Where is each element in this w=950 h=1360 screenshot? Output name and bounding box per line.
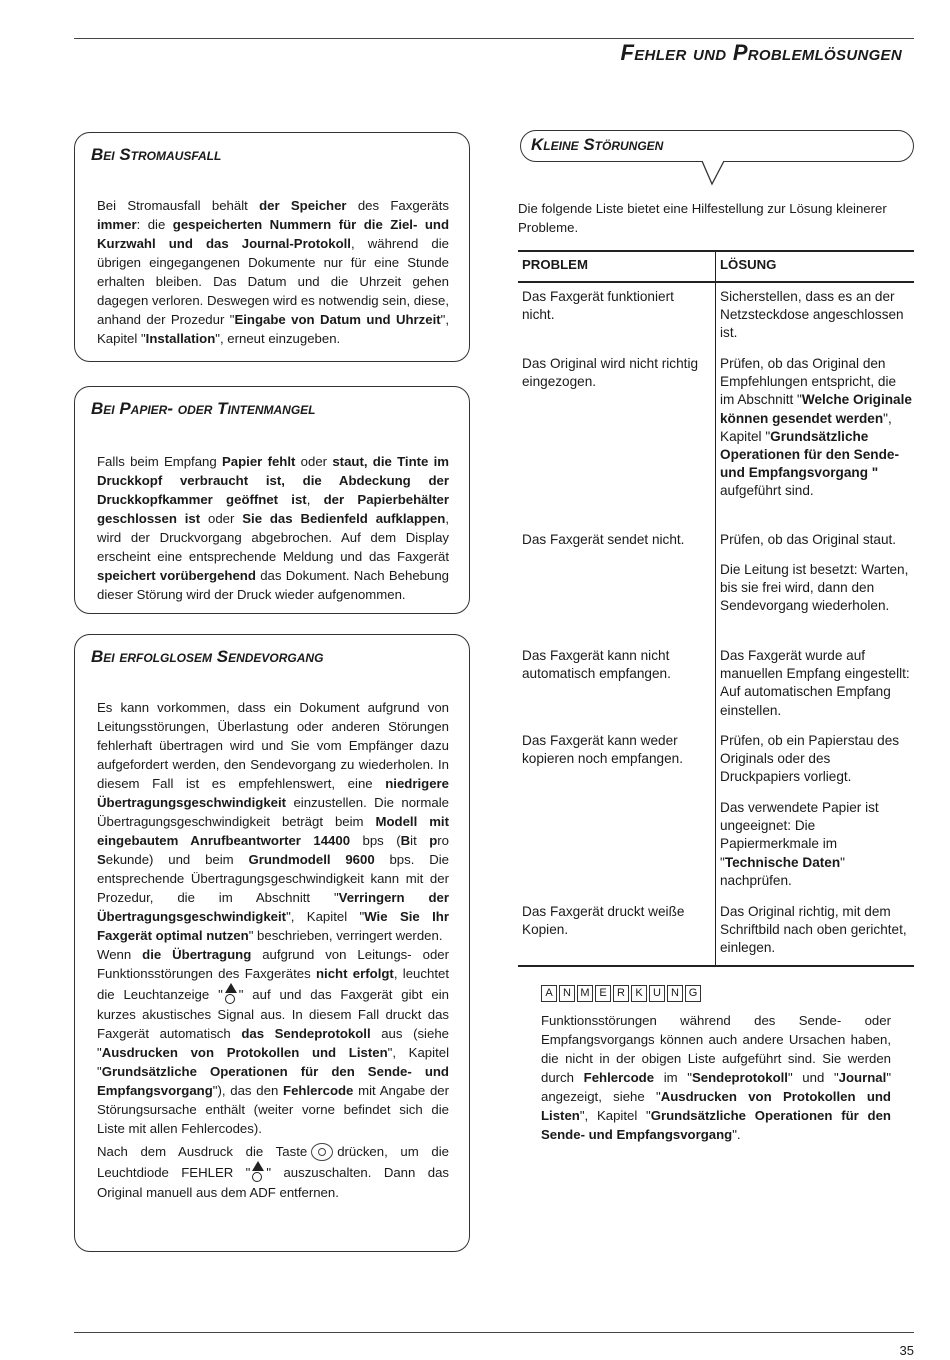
section-body: Falls beim Empfang Papier fehlt oder staut, die Tinte im Druckkopf verbraucht ist, die Abdeckung der Druckkopfkammer geöffnet ist, der Papierbehälter geschlossen ist oder Sie das Bedienfeld aufklappen, wird der Druckvorgang abgebrochen. Auf dem Display erscheint eine entsprechende Meldung und das Faxgerät speichert vorübergehend das Dokument. Nach Behebung dieser Störung wird der Druck wieder aufgenommen. — [97, 454, 450, 602]
table-cell-problem: Das Faxgerät druckt weiße Kopien. — [522, 904, 685, 938]
header-rule — [74, 38, 914, 39]
banner-pointer-icon — [700, 160, 728, 186]
section-body — [97, 698, 449, 1202]
anmerkung-letter: U — [649, 985, 665, 1002]
anmerkung-letter: G — [685, 985, 701, 1002]
table-cell-solution: Sicherstellen, dass es an der Netzsteckdose angeschlossen ist. — [720, 289, 904, 341]
table-header-rule — [518, 281, 914, 283]
table-cell-problem: Das Faxgerät kann nicht automatisch empfangen. — [522, 648, 671, 682]
table-column-divider — [715, 250, 716, 966]
anmerkung-label — [541, 985, 701, 1002]
anmerkung-letter: M — [577, 985, 593, 1002]
anmerkung-letter: E — [595, 985, 611, 1002]
table-cell-solution: Prüfen, ob das Original staut. — [720, 532, 897, 547]
section-title: Bei Papier- oder Tintenmangel — [91, 399, 316, 418]
stop-key-icon — [311, 1143, 333, 1161]
table-cell-solution: Das Faxgerät wurde auf manuellen Empfang eingestellt: Auf automatischen Empfang einstellen. — [720, 648, 910, 718]
table-cell-solution: Prüfen, ob ein Papierstau des Originals oder des Druckpapiers vorliegt. — [720, 733, 900, 785]
table-cell-solution: Das verwendete Papier ist ungeeignet: Die Papiermerkmale im "Technische Daten" nachprüfen. — [720, 800, 879, 888]
table-header-problem: PROBLEM — [522, 257, 588, 272]
section-title: Kleine Störungen — [531, 135, 664, 154]
table-cell-solution: Die Leitung ist besetzt: Warten, bis sie frei wird, dann den Sendevorgang wiederholen. — [720, 562, 909, 614]
table-bottom-rule — [518, 965, 914, 967]
table-cell-solution: Prüfen, ob das Original den Empfehlungen entspricht, die im Abschnitt "Welche Originale können gesendet werden", Kapitel "Grundsätzliche Operationen für den Sende- und Empfangsvorgang " aufgeführt sind. — [720, 356, 912, 499]
anmerkung-letter: K — [631, 985, 647, 1002]
section-body: Bei Stromausfall behält der Speicher des Faxgeräts immer: die gespeicherten Nummern für die Ziel- und Kurzwahl und das Journal-Protokoll, während die übrigen eingegangenen Dokumente nur für eine Stunde erhalten bleiben. Das Datum und die Uhrzeit gehen dagegen verloren. Deswegen wird es notwendig sein, diese, anhand der Prozedur "Eingabe von Datum und Uhrzeit", Kapitel "Installation", erneut einzugeben. — [97, 198, 449, 346]
error-warning-icon — [250, 1161, 266, 1183]
footer-rule — [74, 1332, 914, 1333]
paragraph: Nach dem Ausdruck die Taste drücken, um die Leuchtdiode FEHLER " " auszuschalten. Dann das Original manuell aus dem ADF entfernen. — [97, 1144, 450, 1200]
section-papiermangel — [74, 386, 470, 614]
table-top-rule — [518, 250, 914, 252]
table-header-loesung: LÖSUNG — [720, 257, 777, 272]
section-title: Bei Stromausfall — [91, 145, 222, 164]
section-erfolglos — [74, 634, 470, 1252]
page-title: Fehler und Problemlösungen — [620, 40, 902, 65]
table-cell-solution: Das Original richtig, mit dem Schriftbild nach oben gerichtet, einlegen. — [720, 904, 907, 956]
table-cell-problem: Das Original wird nicht richtig eingezogen. — [522, 356, 699, 390]
table-cell-problem: Das Faxgerät sendet nicht. — [522, 532, 685, 547]
table-intro: Die folgende Liste bietet eine Hilfestellung zur Lösung kleinerer Probleme. — [518, 201, 887, 235]
anmerkung-letter: R — [613, 985, 629, 1002]
anmerkung-text: Funktionsstörungen während des Sende- oder Empfangsvorgangs können auch andere Ursachen haben, die nicht in der obigen Liste aufgeführt sind. Sie werden durch Fehlercode im "Sendeprotokoll" und "Journal" angezeigt, siehe "Ausdrucken von Protokollen und Listen", Kapitel "Grundsätzliche Operationen für den Sende- und Empfangsvorgang". — [541, 1013, 891, 1142]
page-number: 35 — [899, 1343, 914, 1358]
paragraph: Es kann vorkommen, dass ein Dokument aufgrund von Leitungsstörungen, Überlastung oder anderen Störungen fehlerhaft übertragen wird und Sie vom Empfänger dazu aufgefordert werden, den Sendevorgang zu wiederholen. In diesem Fall ist es empfehlenswert, eine niedrigere Übertragungsgeschwindigkeit einzustellen. Die normale Übertragungsgeschwindigkeit beträgt beim Modell mit eingebautem Anrufbeantworter 14400 bps (Bit pro Sekunde) und beim Grundmodell 9600 bps. Die entsprechende Übertragungsgeschwindigkeit kann mit der Prozedur, die im Abschnitt "Verringern der Übertragungsgeschwindigkeit", Kapitel "Wie Sie Ihr Faxgerät optimal nutzen" beschrieben, verringert werden. — [97, 700, 449, 943]
error-warning-icon — [223, 983, 239, 1005]
anmerkung-letter: N — [667, 985, 683, 1002]
anmerkung-letter: A — [541, 985, 557, 1002]
paragraph: Wenn die Übertragung aufgrund von Leitungs- oder Funktionsstörungen des Faxgerätes nicht erfolgt, leuchtet die Leuchtanzeige " " auf und das Faxgerät gibt ein kurzes akustisches Signal aus. In diesem Fall druckt das Faxgerät automatisch das Sendeprotokoll aus (siehe "Ausdrucken von Protokollen und Listen", Kapitel "Grundsätzliche Operationen für den Sende- und Empfangsvorgang"), das den Fehlercode mit Angabe der Störungsursache enthält (weiter vorne befindet sich die Liste mit allen Fehlercodes). — [97, 947, 450, 1136]
section-banner-kleine-stoerungen — [520, 130, 914, 162]
section-title: Bei erfolglosem Sendevorgang — [91, 647, 324, 666]
table-cell-problem: Das Faxgerät funktioniert nicht. — [522, 289, 674, 323]
table-cell-problem: Das Faxgerät kann weder kopieren noch empfangen. — [522, 733, 683, 767]
section-stromausfall — [74, 132, 470, 362]
anmerkung-letter: N — [559, 985, 575, 1002]
